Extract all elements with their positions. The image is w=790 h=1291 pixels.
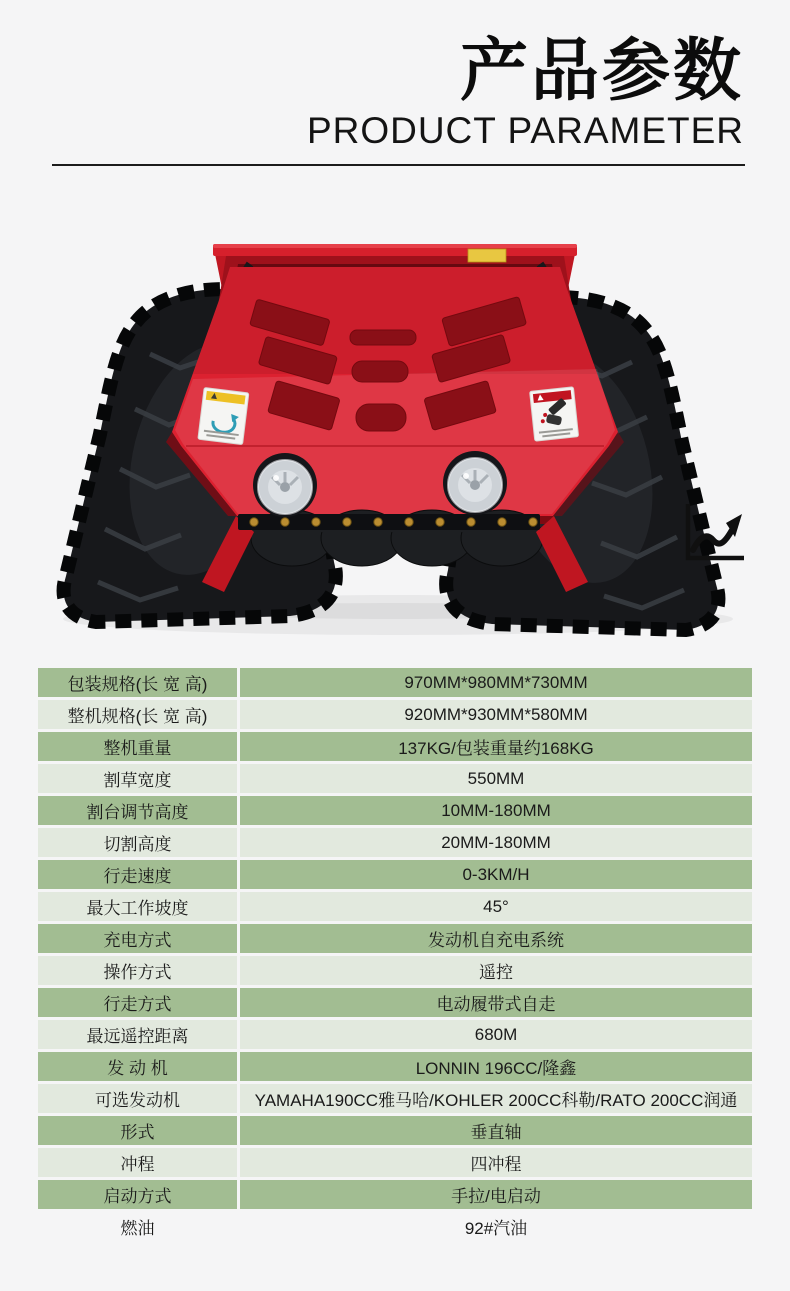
spec-value: 680M xyxy=(240,1020,752,1049)
page-subtitle: PRODUCT PARAMETER xyxy=(306,110,744,152)
spec-label: 行走方式 xyxy=(38,988,237,1017)
table-row xyxy=(38,860,752,889)
spec-value: 920MM*930MM*580MM xyxy=(240,700,752,729)
spec-value: 发动机自充电系统 xyxy=(240,924,752,953)
header-divider xyxy=(52,164,745,166)
spec-label: 割草宽度 xyxy=(38,764,237,793)
table-row xyxy=(38,1020,752,1049)
spec-value: YAMAHA190CC雅马哈/KOHLER 200CC科勒/RATO 200CC润通 xyxy=(240,1084,752,1113)
spec-value: 137KG/包装重量约168KG xyxy=(240,732,752,761)
headlight-right xyxy=(443,451,507,515)
spec-value: 手拉/电启动 xyxy=(240,1180,752,1209)
spec-label: 充电方式 xyxy=(38,924,237,953)
table-row xyxy=(38,1180,752,1209)
spec-table xyxy=(38,668,752,1241)
spec-label: 可选发动机 xyxy=(38,1084,237,1113)
table-row xyxy=(38,924,752,953)
spec-value: 550MM xyxy=(240,764,752,793)
table-row xyxy=(38,1052,752,1081)
spec-value: 垂直轴 xyxy=(240,1116,752,1145)
spec-label: 最大工作坡度 xyxy=(38,892,237,921)
spec-label: 割台调节高度 xyxy=(38,796,237,825)
spec-value: 10MM-180MM xyxy=(240,796,752,825)
table-row xyxy=(38,988,752,1017)
spec-value: 电动履带式自走 xyxy=(240,988,752,1017)
spec-label: 形式 xyxy=(38,1116,237,1145)
product-figure xyxy=(0,194,790,666)
trend-chart-icon xyxy=(676,500,746,570)
table-row xyxy=(38,1116,752,1145)
table-row xyxy=(38,1084,752,1113)
headlight-left xyxy=(253,453,317,517)
table-row xyxy=(38,828,752,857)
spec-label: 操作方式 xyxy=(38,956,237,985)
spec-value: 92#汽油 xyxy=(464,1219,528,1239)
spec-value: 遥控 xyxy=(240,956,752,985)
spec-label: 包装规格(长 宽 高) xyxy=(38,668,237,697)
spec-label: 切割高度 xyxy=(38,828,237,857)
spec-label: 启动方式 xyxy=(38,1180,237,1209)
spec-label: 燃油 xyxy=(120,1219,155,1239)
spec-label: 发 动 机 xyxy=(38,1052,237,1081)
header xyxy=(0,0,790,166)
spec-value: LONNIN 196CC/隆鑫 xyxy=(240,1052,752,1081)
warning-rotating-parts-sticker xyxy=(198,388,249,445)
spec-value: 0-3KM/H xyxy=(240,860,752,889)
spec-label: 整机重量 xyxy=(38,732,237,761)
spec-value: 20MM-180MM xyxy=(240,828,752,857)
table-row xyxy=(38,700,752,729)
table-row xyxy=(38,1148,752,1177)
table-row xyxy=(38,668,752,697)
page-title: 产品参数 xyxy=(459,33,744,109)
spec-label: 冲程 xyxy=(38,1148,237,1177)
table-row xyxy=(38,732,752,761)
spec-label: 最远遥控距离 xyxy=(38,1020,237,1049)
spec-value: 四冲程 xyxy=(240,1148,752,1177)
table-row xyxy=(38,796,752,825)
table-row xyxy=(38,956,752,985)
yellow-label-sticker xyxy=(468,249,506,262)
spec-label: 整机规格(长 宽 高) xyxy=(38,700,237,729)
spec-label: 行走速度 xyxy=(38,860,237,889)
mower-photo-illustration xyxy=(0,194,790,666)
spec-value: 45° xyxy=(240,892,752,921)
table-row xyxy=(38,892,752,921)
table-row xyxy=(38,1212,752,1241)
table-row xyxy=(38,764,752,793)
danger-blade-hand-sticker xyxy=(530,387,579,441)
spec-value: 970MM*980MM*730MM xyxy=(240,668,752,697)
